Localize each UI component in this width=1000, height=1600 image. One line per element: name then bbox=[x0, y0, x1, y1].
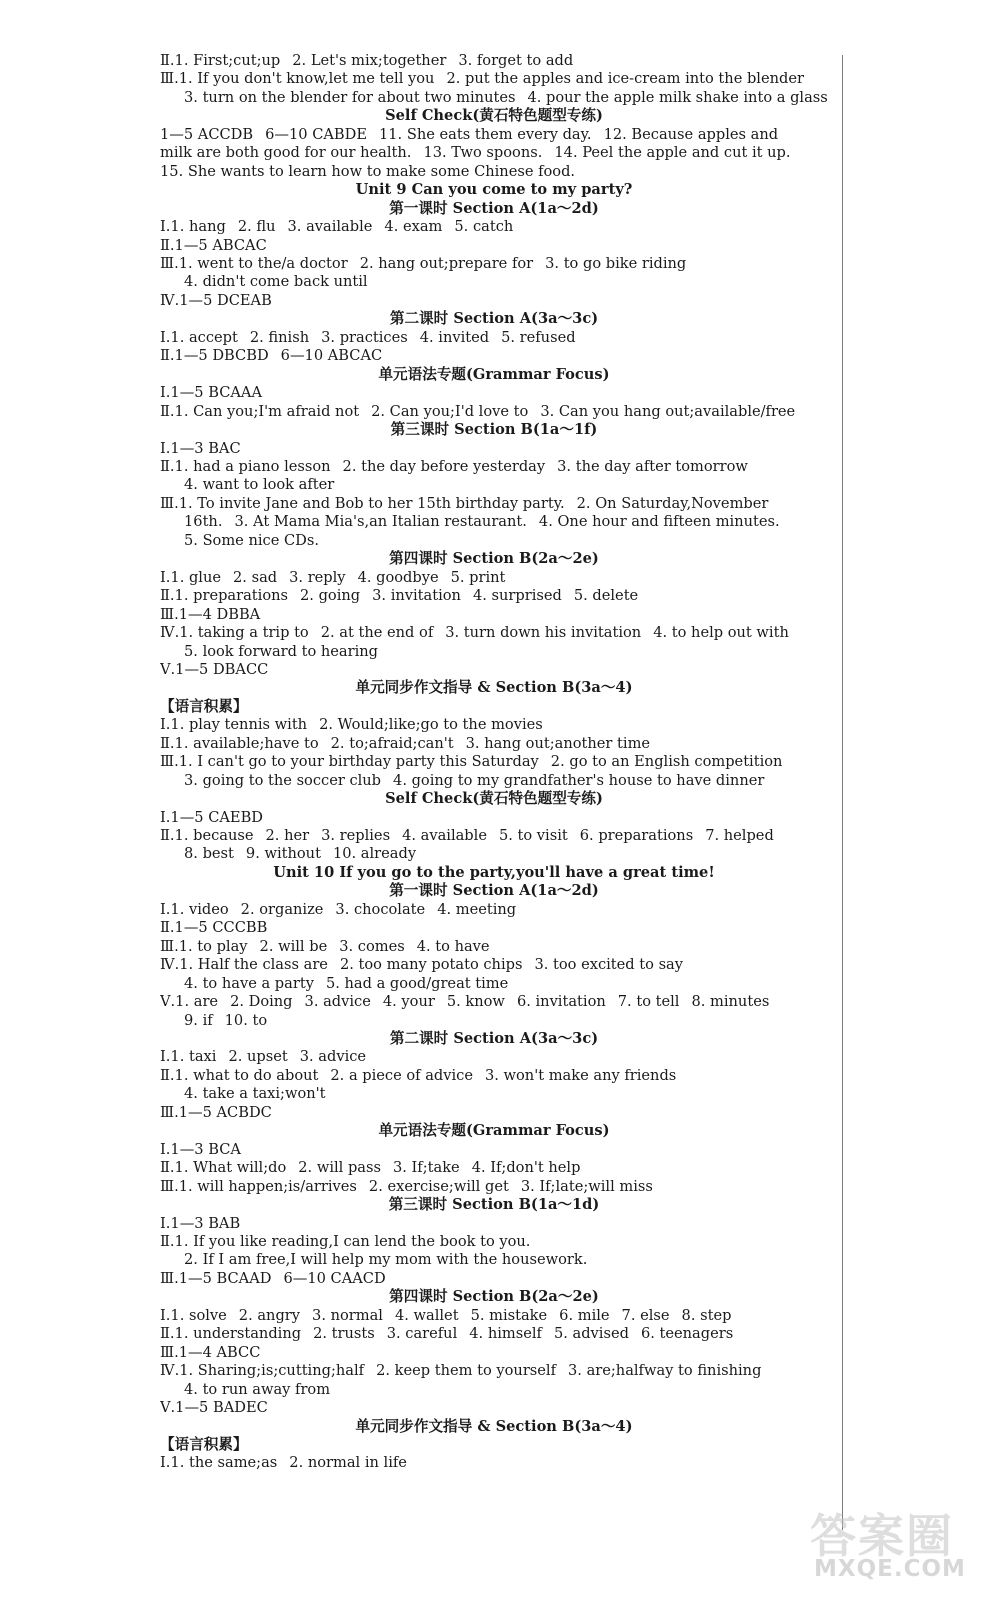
answer-line bbox=[160, 624, 828, 642]
answer-line bbox=[160, 458, 828, 476]
answer-segment: Ⅱ.1—5 DBCBD bbox=[160, 347, 269, 365]
answer-segment: 2. flu bbox=[237, 218, 276, 236]
answer-line bbox=[160, 1270, 828, 1288]
answer-segment: 15. She wants to learn how to make some Chinese food. bbox=[160, 162, 576, 180]
watermark-logo: 答案圈 bbox=[810, 1509, 954, 1563]
answer-line bbox=[160, 919, 828, 937]
answer-segment: Ⅰ.1. taxi bbox=[160, 1048, 217, 1066]
answer-line bbox=[160, 513, 828, 531]
answer-segment: Ⅴ.1—5 DBACC bbox=[160, 660, 269, 678]
answer-line bbox=[160, 993, 828, 1011]
answer-segment: 3. At Mama Mia's,an Italian restaurant. bbox=[234, 513, 527, 531]
answer-segment: 2. a piece of advice bbox=[330, 1066, 473, 1084]
answer-segment: 2. will pass bbox=[298, 1159, 381, 1177]
answer-segment: Ⅰ.1—5 CAEBD bbox=[160, 808, 263, 826]
answer-segment: Ⅰ.1. hang bbox=[160, 218, 226, 236]
answer-line bbox=[160, 1454, 828, 1472]
answer-line bbox=[160, 772, 828, 790]
answer-line bbox=[160, 163, 828, 181]
answer-segment: Ⅰ.1—3 BAB bbox=[160, 1214, 241, 1232]
answer-segment: 3. the day after tomorrow bbox=[557, 457, 748, 475]
answer-segment: 3. Can you hang out;available/free bbox=[540, 402, 796, 420]
answer-key-page bbox=[160, 52, 828, 1473]
answer-segment: 3. won't make any friends bbox=[484, 1066, 677, 1084]
column-rule bbox=[842, 55, 843, 1530]
answer-segment: Ⅲ.1—5 BCAAD bbox=[160, 1269, 272, 1287]
answer-line bbox=[160, 809, 828, 827]
answer-segment: 3. are;halfway to finishing bbox=[568, 1362, 762, 1380]
answer-line bbox=[160, 89, 828, 107]
answer-segment: 2. will be bbox=[259, 937, 328, 955]
answer-line bbox=[160, 1344, 828, 1362]
answer-line bbox=[160, 384, 828, 402]
answer-segment: Ⅲ.1. went to the/a doctor bbox=[160, 254, 348, 272]
answer-segment: Ⅱ.1—5 ABCAC bbox=[160, 236, 267, 254]
answer-line bbox=[160, 1159, 828, 1177]
section-heading: 单元同步作文指导 & Section B(3a～4) bbox=[355, 679, 633, 697]
answer-segment: 5. had a good/great time bbox=[325, 974, 509, 992]
answer-segment: Ⅰ.1—5 BCAAA bbox=[160, 384, 262, 402]
answer-segment: 3. replies bbox=[321, 827, 391, 845]
answer-segment: 8. minutes bbox=[691, 993, 770, 1011]
answer-line bbox=[160, 532, 828, 550]
answer-segment: 3. If;take bbox=[392, 1159, 460, 1177]
answer-segment: 2. organize bbox=[240, 900, 324, 918]
answer-line bbox=[160, 661, 828, 679]
answer-segment: 6. mile bbox=[559, 1306, 610, 1324]
answer-segment: Ⅰ.1—3 BCA bbox=[160, 1140, 241, 1158]
answer-segment: 9. if bbox=[184, 1011, 213, 1029]
section-heading: 第二课时 Section A(3a～3c) bbox=[389, 310, 599, 328]
answer-segment: Ⅱ.1. If you like reading,I can lend the book to you. bbox=[160, 1233, 531, 1250]
answer-segment: 8. best bbox=[184, 845, 234, 863]
answer-segment: Ⅲ.1—5 ACBDC bbox=[160, 1103, 272, 1121]
answer-segment: 6—10 ABCAC bbox=[280, 347, 383, 365]
answer-segment: 5. advised bbox=[553, 1325, 629, 1343]
answer-line bbox=[160, 1012, 828, 1030]
section-heading: 第二课时 Section A(3a～3c) bbox=[389, 1030, 599, 1048]
answer-line bbox=[160, 403, 828, 421]
answer-segment: 2. sad bbox=[233, 568, 278, 586]
section-heading: 单元语法专题(Grammar Focus) bbox=[378, 1122, 610, 1140]
answer-segment: 11. She eats them every day. bbox=[378, 125, 592, 143]
answer-segment: 2. Can you;I'd love to bbox=[371, 402, 529, 420]
answer-segment: Ⅰ.1. video bbox=[160, 900, 229, 918]
answer-line bbox=[160, 1048, 828, 1066]
answer-segment: 2. normal in life bbox=[289, 1454, 407, 1472]
answer-segment: 2. to;afraid;can't bbox=[330, 734, 454, 752]
answer-line bbox=[160, 901, 828, 919]
answer-line bbox=[160, 476, 828, 494]
answer-segment: 6—10 CABDE bbox=[265, 125, 367, 143]
answer-segment: 3. If;late;will miss bbox=[520, 1177, 653, 1195]
answer-segment: Ⅱ.1. had a piano lesson bbox=[160, 457, 331, 475]
answer-segment: 4. your bbox=[382, 993, 435, 1011]
answer-segment: 5. know bbox=[446, 993, 505, 1011]
answer-line bbox=[160, 292, 828, 310]
answer-segment: Ⅴ.1. are bbox=[160, 993, 219, 1011]
answer-segment: Ⅱ.1. First;cut;up bbox=[160, 52, 281, 69]
answer-segment: Ⅳ.1—5 DCEAB bbox=[160, 291, 272, 309]
answer-segment: Ⅱ.1. understanding bbox=[160, 1325, 302, 1343]
answer-line bbox=[160, 1085, 828, 1103]
answer-segment: 9. without bbox=[245, 845, 321, 863]
answer-segment: 5. delete bbox=[573, 587, 639, 605]
answer-segment: 4. pour the apple milk shake into a glass bbox=[527, 88, 828, 106]
answer-segment: Ⅳ.1. Half the class are bbox=[160, 956, 328, 974]
answer-segment: Ⅲ.1. will happen;is/arrives bbox=[160, 1177, 357, 1195]
answer-line bbox=[160, 753, 828, 771]
answer-line bbox=[160, 329, 828, 347]
answer-segment: 4. to run away from bbox=[184, 1380, 331, 1398]
answer-segment: 4. going to my grandfather's house to have dinner bbox=[393, 771, 765, 789]
answer-segment: 2. too many potato chips bbox=[339, 956, 523, 974]
answer-segment: 【语言积累】 bbox=[160, 1435, 248, 1453]
answer-line bbox=[160, 1362, 828, 1380]
answer-segment: 3. advice bbox=[299, 1048, 367, 1066]
answer-line bbox=[160, 440, 828, 458]
answer-line bbox=[160, 569, 828, 587]
answer-segment: 4. wallet bbox=[394, 1306, 459, 1324]
answer-line bbox=[160, 735, 828, 753]
answer-segment: 10. already bbox=[332, 845, 417, 863]
answer-segment: 2. On Saturday,November bbox=[576, 494, 769, 512]
answer-segment: Ⅱ.1. Can you;I'm afraid not bbox=[160, 402, 360, 420]
answer-segment: 5. to visit bbox=[498, 827, 568, 845]
answer-segment: 3. turn down his invitation bbox=[445, 624, 642, 642]
answer-segment: 2. at the end of bbox=[320, 624, 434, 642]
answer-segment: 16th. bbox=[184, 513, 223, 531]
answer-line bbox=[160, 587, 828, 605]
answer-line bbox=[160, 1178, 828, 1196]
answer-segment: 5. print bbox=[450, 568, 506, 586]
answer-segment: 2. Would;like;go to the movies bbox=[319, 716, 543, 734]
answer-segment: 2. angry bbox=[238, 1306, 301, 1324]
answer-segment: Ⅰ.1—3 BAC bbox=[160, 439, 241, 457]
answer-segment: 7. to tell bbox=[617, 993, 680, 1011]
answer-line bbox=[160, 698, 828, 716]
answer-segment: 4. available bbox=[402, 827, 487, 845]
answer-segment: 14. Peel the apple and cut it up. bbox=[554, 144, 791, 162]
section-heading: 单元同步作文指导 & Section B(3a～4) bbox=[355, 1417, 633, 1435]
answer-segment: Ⅲ.1—4 DBBA bbox=[160, 605, 261, 623]
answer-segment: 4. to help out with bbox=[653, 624, 789, 642]
answer-line bbox=[160, 827, 828, 845]
answer-segment: 3. practices bbox=[321, 328, 408, 346]
answer-line bbox=[160, 495, 828, 513]
answer-segment: 4. goodbye bbox=[357, 568, 439, 586]
section-heading: Unit 9 Can you come to my party? bbox=[355, 181, 633, 199]
answer-segment: 3. careful bbox=[386, 1325, 458, 1343]
answer-segment: 3. forget to add bbox=[458, 52, 574, 69]
answer-line bbox=[160, 716, 828, 734]
answer-line bbox=[160, 1141, 828, 1159]
answer-segment: Ⅳ.1. taking a trip to bbox=[160, 624, 309, 642]
section-heading: Self Check(黄石特色题型专练) bbox=[385, 107, 603, 125]
answer-segment: 2. hang out;prepare for bbox=[359, 254, 534, 272]
answer-segment: Ⅲ.1. To invite Jane and Bob to her 15th birthday party. bbox=[160, 494, 565, 512]
answer-segment: Ⅰ.1. glue bbox=[160, 568, 222, 586]
answer-segment: 3. to go bike riding bbox=[545, 254, 687, 272]
watermark-text: MXQE.COM bbox=[814, 1556, 966, 1582]
section-heading: Unit 10 If you go to the party,you'll have a great time! bbox=[273, 863, 715, 881]
answer-line bbox=[160, 1104, 828, 1122]
answer-segment: 1—5 ACCDB bbox=[160, 125, 254, 143]
answer-segment: 4. to have a party bbox=[184, 974, 314, 992]
answer-line bbox=[160, 273, 828, 291]
answer-line bbox=[160, 218, 828, 236]
section-heading: 第三课时 Section B(1a～1f) bbox=[390, 421, 598, 439]
answer-segment: 8. step bbox=[681, 1306, 732, 1324]
answer-segment: 4. One hour and fifteen minutes. bbox=[538, 513, 780, 531]
answer-segment: 6. invitation bbox=[516, 993, 606, 1011]
answer-line bbox=[160, 975, 828, 993]
answer-segment: 2. going bbox=[300, 587, 361, 605]
answer-segment: 12. Because apples and bbox=[603, 125, 779, 143]
answer-line bbox=[160, 1215, 828, 1233]
section-heading: 第三课时 Section B(1a～1d) bbox=[388, 1196, 600, 1214]
answer-segment: 5. Some nice CDs. bbox=[184, 531, 319, 549]
answer-segment: Ⅴ.1—5 BADEC bbox=[160, 1399, 268, 1417]
answer-line bbox=[160, 1381, 828, 1399]
answer-segment: Ⅱ.1—5 CCCBB bbox=[160, 919, 268, 937]
answer-segment: 5. catch bbox=[454, 218, 514, 236]
answer-segment: 2. trusts bbox=[313, 1325, 375, 1343]
answer-line bbox=[160, 1436, 828, 1454]
answer-segment: Ⅲ.1—4 ABCC bbox=[160, 1343, 261, 1361]
site-watermark bbox=[808, 1498, 988, 1590]
answer-segment: 4. to have bbox=[416, 937, 490, 955]
answer-segment: milk are both good for our health. bbox=[160, 144, 412, 162]
answer-segment: 2. If I am free,I will help my mom with the housework. bbox=[184, 1251, 588, 1269]
answer-segment: 4. take a taxi;won't bbox=[184, 1085, 326, 1103]
answer-line bbox=[160, 845, 828, 863]
answer-segment: 2. upset bbox=[228, 1048, 288, 1066]
answer-line bbox=[160, 52, 828, 70]
section-heading: 第四课时 Section B(2a～2e) bbox=[389, 1288, 599, 1306]
answer-segment: Ⅲ.1. If you don't know,let me tell you bbox=[160, 70, 435, 88]
answer-segment: Ⅰ.1. play tennis with bbox=[160, 716, 308, 734]
section-heading: 第四课时 Section B(2a～2e) bbox=[389, 550, 599, 568]
answer-line bbox=[160, 126, 828, 144]
answer-segment: 7. else bbox=[621, 1306, 670, 1324]
answer-segment: 3. going to the soccer club bbox=[184, 771, 382, 789]
section-heading: 第一课时 Section A(1a～2d) bbox=[389, 882, 599, 900]
answer-line bbox=[160, 606, 828, 624]
answer-segment: 3. reply bbox=[289, 568, 346, 586]
answer-line bbox=[160, 1399, 828, 1417]
answer-line bbox=[160, 938, 828, 956]
answer-segment: 4. meeting bbox=[437, 900, 517, 918]
answer-segment: 4. himself bbox=[469, 1325, 542, 1343]
answer-segment: 2. her bbox=[265, 827, 310, 845]
answer-segment: 6. preparations bbox=[579, 827, 694, 845]
answer-line bbox=[160, 255, 828, 273]
answer-segment: 3. too excited to say bbox=[534, 956, 684, 974]
answer-segment: Ⅱ.1. because bbox=[160, 827, 254, 845]
answer-line bbox=[160, 956, 828, 974]
answer-segment: 7. helped bbox=[705, 827, 774, 845]
answer-line bbox=[160, 144, 828, 162]
answer-segment: 13. Two spoons. bbox=[423, 144, 543, 162]
answer-line bbox=[160, 1067, 828, 1085]
answer-segment: 5. look forward to hearing bbox=[184, 642, 379, 660]
answer-line bbox=[160, 237, 828, 255]
answer-line bbox=[160, 70, 828, 88]
answer-segment: Ⅳ.1. Sharing;is;cutting;half bbox=[160, 1362, 365, 1380]
answer-segment: 5. mistake bbox=[470, 1306, 548, 1324]
answer-segment: 3. hang out;another time bbox=[465, 734, 651, 752]
answer-segment: 2. put the apples and ice-cream into the blender bbox=[446, 70, 804, 88]
answer-segment: 6—10 CAACD bbox=[283, 1269, 386, 1287]
answer-segment: 3. available bbox=[287, 218, 373, 236]
answer-segment: 5. refused bbox=[501, 328, 576, 346]
answer-line bbox=[160, 1233, 828, 1251]
answer-segment: 6. teenagers bbox=[640, 1325, 734, 1343]
answer-segment: 3. chocolate bbox=[335, 900, 426, 918]
answer-segment: 4. didn't come back until bbox=[184, 273, 368, 291]
answer-segment: 2. exercise;will get bbox=[368, 1177, 509, 1195]
answer-segment: 2. Doing bbox=[230, 993, 293, 1011]
answer-segment: 3. advice bbox=[304, 993, 371, 1011]
answer-segment: 【语言积累】 bbox=[160, 697, 248, 715]
answer-segment: Ⅲ.1. to play bbox=[160, 937, 248, 955]
answer-segment: Ⅱ.1. What will;do bbox=[160, 1159, 287, 1177]
answer-segment: 2. keep them to yourself bbox=[376, 1362, 556, 1380]
answer-segment: 4. surprised bbox=[472, 587, 562, 605]
answer-segment: 3. normal bbox=[312, 1306, 383, 1324]
answer-segment: 4. exam bbox=[384, 218, 443, 236]
answer-segment: 4. invited bbox=[419, 328, 490, 346]
answer-segment: Ⅱ.1. what to do about bbox=[160, 1066, 319, 1084]
answer-segment: 2. the day before yesterday bbox=[342, 457, 546, 475]
answer-segment: 4. want to look after bbox=[184, 476, 335, 494]
answer-segment: 3. comes bbox=[339, 937, 405, 955]
section-heading: Self Check(黄石特色题型专练) bbox=[385, 790, 603, 808]
answer-segment: Ⅰ.1. the same;as bbox=[160, 1454, 278, 1472]
answer-line bbox=[160, 1251, 828, 1269]
answer-line bbox=[160, 643, 828, 661]
answer-line bbox=[160, 347, 828, 365]
answer-segment: 2. finish bbox=[249, 328, 310, 346]
answer-segment: 3. turn on the blender for about two minutes bbox=[184, 88, 516, 106]
answer-line bbox=[160, 1325, 828, 1343]
answer-segment: Ⅰ.1. accept bbox=[160, 328, 238, 346]
answer-segment: Ⅰ.1. solve bbox=[160, 1306, 227, 1324]
answer-segment: Ⅱ.1. available;have to bbox=[160, 734, 319, 752]
answer-segment: 10. to bbox=[224, 1011, 268, 1029]
section-heading: 单元语法专题(Grammar Focus) bbox=[378, 365, 610, 383]
answer-segment: Ⅲ.1. I can't go to your birthday party this Saturday bbox=[160, 753, 539, 771]
answer-segment: Ⅱ.1. preparations bbox=[160, 587, 289, 605]
answer-segment: 2. Let's mix;together bbox=[292, 52, 447, 69]
answer-segment: 2. go to an English competition bbox=[550, 753, 783, 771]
answer-line bbox=[160, 1307, 828, 1325]
answer-segment: 4. If;don't help bbox=[471, 1159, 581, 1177]
answer-segment: 3. invitation bbox=[372, 587, 461, 605]
section-heading: 第一课时 Section A(1a～2d) bbox=[389, 199, 599, 217]
